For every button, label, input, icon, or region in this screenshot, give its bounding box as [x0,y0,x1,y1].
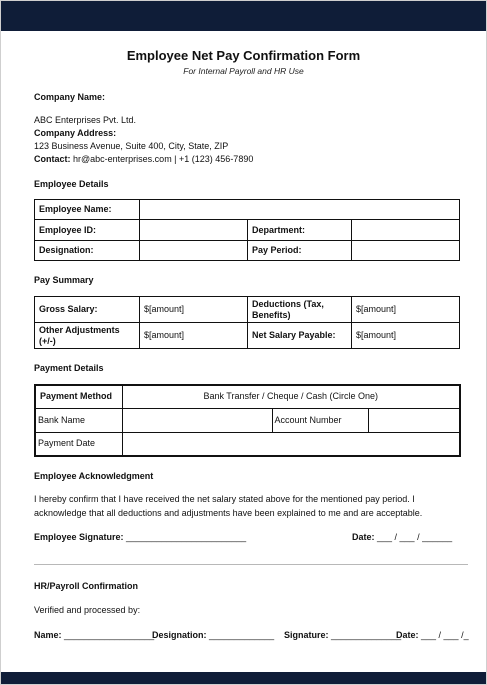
payment-details-table [34,384,461,457]
table-row [35,220,460,241]
payment-date-field[interactable] [122,432,460,456]
employee-signature-label: Employee Signature: [34,532,124,542]
deductions-value[interactable]: $[amount] [352,297,460,323]
designation-label: Designation: [35,241,140,261]
payment-date-label: Payment Date [35,432,122,456]
hr-signature-label: Signature: [284,630,329,640]
hr-name-line[interactable]: __________________ [64,630,155,640]
hr-date-line[interactable]: ___ / ___ /_ [421,630,469,640]
employee-signature[interactable] [34,532,246,542]
footer-band [1,672,486,684]
contact-value: hr@abc-enterprises.com | +1 (123) 456-7890 [73,154,254,164]
employee-name-field[interactable] [140,200,460,220]
employee-date-label: Date: [352,532,375,542]
gross-salary-value[interactable]: $[amount] [140,297,248,323]
table-row [35,241,460,261]
department-label: Department: [248,220,352,241]
payment-method-label: Payment Method [35,385,122,408]
hr-verified-text: Verified and processed by: [34,605,141,615]
table-row [35,200,460,220]
adjustments-value[interactable]: $[amount] [140,323,248,349]
form-subtitle: For Internal Payroll and HR Use [183,66,304,76]
hr-designation[interactable] [152,630,274,640]
hr-designation-line[interactable]: _____________ [209,630,275,640]
hr-date-label: Date: [396,630,419,640]
bank-name-label: Bank Name [35,408,122,432]
header-band [1,1,486,31]
pay-period-field[interactable] [352,241,460,261]
net-salary-label: Net Salary Payable: [248,323,352,349]
employee-details-heading: Employee Details [34,179,109,189]
bank-name-field[interactable] [122,408,272,432]
employee-date-line[interactable]: ___ / ___ / ______ [377,532,453,542]
company-address-value: 123 Business Avenue, Suite 400, City, State, ZIP [34,141,229,151]
net-salary-value[interactable]: $[amount] [352,323,460,349]
department-field[interactable] [352,220,460,241]
table-row [35,408,460,432]
company-name-heading: Company Name: [34,92,106,102]
hr-name-label: Name: [34,630,62,640]
hr-date[interactable] [396,630,469,640]
account-number-field[interactable] [368,408,460,432]
pay-summary-table [34,296,460,349]
pay-summary-heading: Pay Summary [34,275,94,285]
acknowledgment-heading: Employee Acknowledgment [34,471,154,481]
table-row [35,297,460,323]
employee-details-table [34,199,460,261]
employee-signature-line[interactable]: ________________________ [126,532,247,542]
contact-label: Contact: [34,154,71,164]
form-title: Employee Net Pay Confirmation Form [126,48,361,63]
employee-name-label: Employee Name: [35,200,140,220]
table-row [35,323,460,349]
employee-id-label: Employee ID: [35,220,140,241]
acknowledgment-line-1: I hereby confirm that I have received the net salary stated above for the mentioned pay period. I [34,494,415,504]
employee-id-field[interactable] [140,220,248,241]
pay-period-label: Pay Period: [248,241,352,261]
hr-name[interactable] [34,630,154,640]
hr-designation-label: Designation: [152,630,207,640]
designation-field[interactable] [140,241,248,261]
hr-signature-line[interactable]: ______________ [331,630,402,640]
hr-heading: HR/Payroll Confirmation [34,581,139,591]
company-address-label: Company Address: [34,128,117,138]
employee-date[interactable] [352,532,452,542]
account-number-label: Account Number [272,408,368,432]
company-contact [34,154,253,164]
table-row [35,385,460,408]
deductions-label: Deductions (Tax, Benefits) [248,297,352,323]
table-row [35,432,460,456]
adjustments-label: Other Adjustments (+/-) [35,323,140,349]
acknowledgment-line-2: acknowledge that all deductions and adjustments have been explained to me and are acceptable. [34,508,423,518]
payment-details-heading: Payment Details [34,363,104,373]
gross-salary-label: Gross Salary: [35,297,140,323]
company-name-value: ABC Enterprises Pvt. Ltd. [34,115,137,125]
payment-method-options[interactable]: Bank Transfer / Cheque / Cash (Circle One) [122,385,460,408]
hr-signature[interactable] [284,630,401,640]
section-divider [34,564,468,565]
